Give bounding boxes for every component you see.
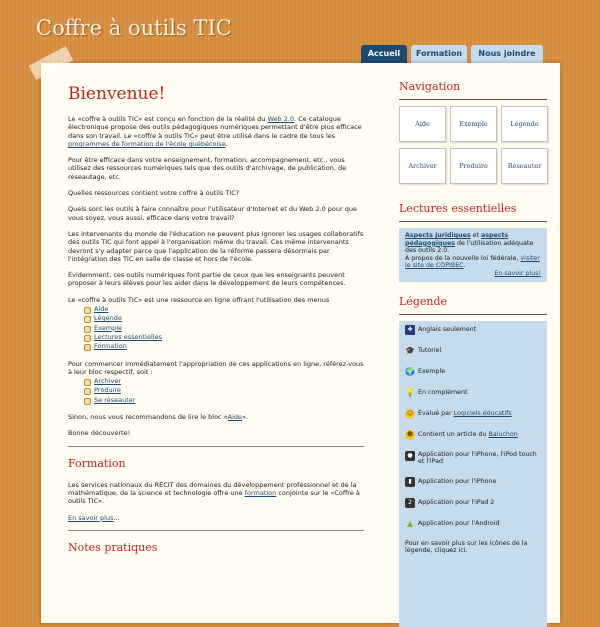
sidebar [399,80,547,627]
paragraph: Les intervenants du monde de l'éducation ne peuvent plus ignorer les usages collaboratifs des outils TIC qui font appel à l'organisation même du travail. Ces même intervenants devront s'y adapter parce que l'application de la réforme passera désormais par l'intégration des TIC en salle de classe et hors de l'école. [68,229,364,263]
tab-nous-joindre[interactable]: Nous joindre [471,45,543,63]
divider [399,314,547,315]
paragraph: En savoir plus... [68,513,120,522]
menus-list [68,305,364,351]
legend-footer[interactable]: Pour en savoir plus sur les icônes de la légende, cliquez ici. [405,539,528,555]
bloc-link-se-reseauter[interactable]: Se réseauter [94,395,136,404]
lectures-more-link[interactable]: En savoir plus! [494,269,541,277]
lectures-title: Lectures essentielles [399,202,517,215]
legend-item: ▲ Application pour l'Android [406,518,500,528]
paragraph: Pour être efficace dans votre enseignement, formation, accompagnement, etc., vous utilisez des ressources numériques tels que des outils d'archivage, de publication, de réseautage, etc. [68,156,347,181]
paragraph: Quels sont les outils à faire connaître pour l'utilisateur d'Internet et du Web 2.0 pour que vous soyez, vous aussi, efficace dans votre travail? [68,205,357,222]
menu-link-formation[interactable]: Formation [94,342,127,351]
ipad2-icon: 2 [405,498,415,508]
menu-link-legende[interactable]: Légende [94,314,122,323]
divider [399,99,547,100]
formation-link[interactable]: formation [244,488,277,497]
baluchon-link[interactable]: Baluchon [488,430,518,438]
mortarboard-icon: 🎓 [405,345,415,355]
android-icon: ▲ [406,518,414,528]
formation-paragraph: Les services nationaux du RÉCIT des domaines du développement professionnel et de la mathématique, de la science et technologie offre une formation conjointe sur le «Coffre à outils TIC». [68,480,360,506]
list-item[interactable] [84,396,364,405]
face-icon: ☻ [406,430,414,438]
menu-link-aide[interactable]: Aide [94,305,109,314]
tab-accueil[interactable]: Accueil [361,45,407,63]
formation-title: Formation [68,456,126,470]
legend-item: ● Application pour l'iPhone, l'iPod touch et l'iPad [405,451,541,466]
legend-item: ✚ Anglais seulement [405,325,541,335]
divider [68,530,364,531]
legend-item: 2 Application pour l'iPad 2 [405,498,541,508]
nav-button-archiver[interactable]: Archiver [399,148,446,184]
smiley-icon: ☺ [406,409,414,417]
page-title: Bienvenue! [68,84,166,104]
bloc-link-produire[interactable]: Produire [94,386,121,395]
copibec-link[interactable]: visiter le site de COPIBEC [405,254,540,270]
nav-button-exemple[interactable]: Exemple [450,106,497,142]
list-item[interactable] [84,305,364,314]
aspects-juridiques-link[interactable]: Aspects juridiques [405,232,471,239]
legend-item: 💡 En complément [405,387,468,397]
legend-item: 🌍 Exemple [405,366,446,376]
legend-item: ☺ Évalué par Logiciels éducatifs [406,409,512,417]
list-item[interactable] [84,333,364,342]
divider [68,446,364,447]
nav-button-produire[interactable]: Produire [450,148,497,184]
site-title[interactable]: Coffre à outils TIC [36,16,232,40]
nav-button-legende[interactable]: Légende [501,106,548,142]
aspects-pedagogiques-link[interactable]: aspects pédagogiques [405,232,509,247]
paragraph: Sinon, nous vous recommandons de lire le bloc «Aide». [68,413,249,422]
paragraph: Bonne découverte! [68,429,131,438]
legende-title: Légende [399,294,448,308]
en-savoir-plus-link[interactable]: En savoir plus [68,513,114,522]
iphone-icon: ▮ [405,477,415,487]
divider [399,221,547,222]
blocs-list [68,377,364,405]
legend-item: 🎓 Tutoriel [405,345,442,355]
bloc-link-archiver[interactable]: Archiver [94,377,121,386]
list-item[interactable] [84,342,364,351]
list-item[interactable] [84,386,364,395]
paragraph: Le «coffre à outils TIC» est une ressource en ligne offrant l'utilisation des menus [68,295,330,304]
uk-flag-icon: ✚ [405,325,415,335]
web20-link[interactable]: Web 2.0 [267,115,295,123]
lectures-box: Aspects juridiques et aspects pédagogiques de l'utilisation adéquate des outils 2.0. À propos de la nouvelle loi fédérale, visiter le site de COPIBEC. En savoir plus! [399,228,547,282]
main-content [68,83,364,565]
tab-formation[interactable]: Formation [411,45,467,63]
list-item[interactable] [84,324,364,333]
menu-link-exemple[interactable]: Exemple [94,323,123,332]
menu-link-lectures[interactable]: Lectures essentielles [94,332,162,341]
list-item[interactable] [84,314,364,323]
aide-link[interactable]: Aide [227,413,243,422]
notes-title: Notes pratiques [68,540,158,554]
legend-item: ▮ Application pour l'iPhone [405,477,541,487]
lightbulb-icon: 💡 [405,387,415,397]
apple-icon: ● [405,451,415,461]
list-item[interactable] [84,377,364,386]
globe-icon: 🌍 [405,366,415,376]
programmes-link[interactable]: programmes de formation de l'école québécoise [68,139,226,148]
paragraph: Évidemment, ces outils numériques font partie de ceux que les enseignants peuvent proposer à leurs élèves pour les aider dans le développement de leurs compétences. [68,271,346,288]
intro-paragraph: Le «coffre à outils TIC» est conçu en fonction de la réalité du Web 2.0. Ce catalogue électronique propose des outils pédagogiques numériques permettant d'être plus efficace dans son travail. Le «coffre à outils TIC» peut être utilisé dans le cadre de tous les programmes de formation de l'école québécoise. [68,115,362,148]
legend-item: ☻ Contient un article du Baluchon [406,430,518,438]
nav-button-aide[interactable]: Aide [399,106,446,142]
nav-grid [399,106,547,202]
logiciels-educatifs-link[interactable]: Logiciels éducatifs [453,409,512,417]
legend-box [399,321,547,627]
navigation-title: Navigation [399,80,461,93]
nav-button-reseauter[interactable]: Réseauter [501,148,548,184]
paragraph: Pour commencer immédiatement l'appropriation de ces applications en ligne, référez-vous à leur bloc respectif, soit : [68,359,364,376]
paragraph: Quelles ressources contient votre coffre à outils TIC? [68,189,240,198]
